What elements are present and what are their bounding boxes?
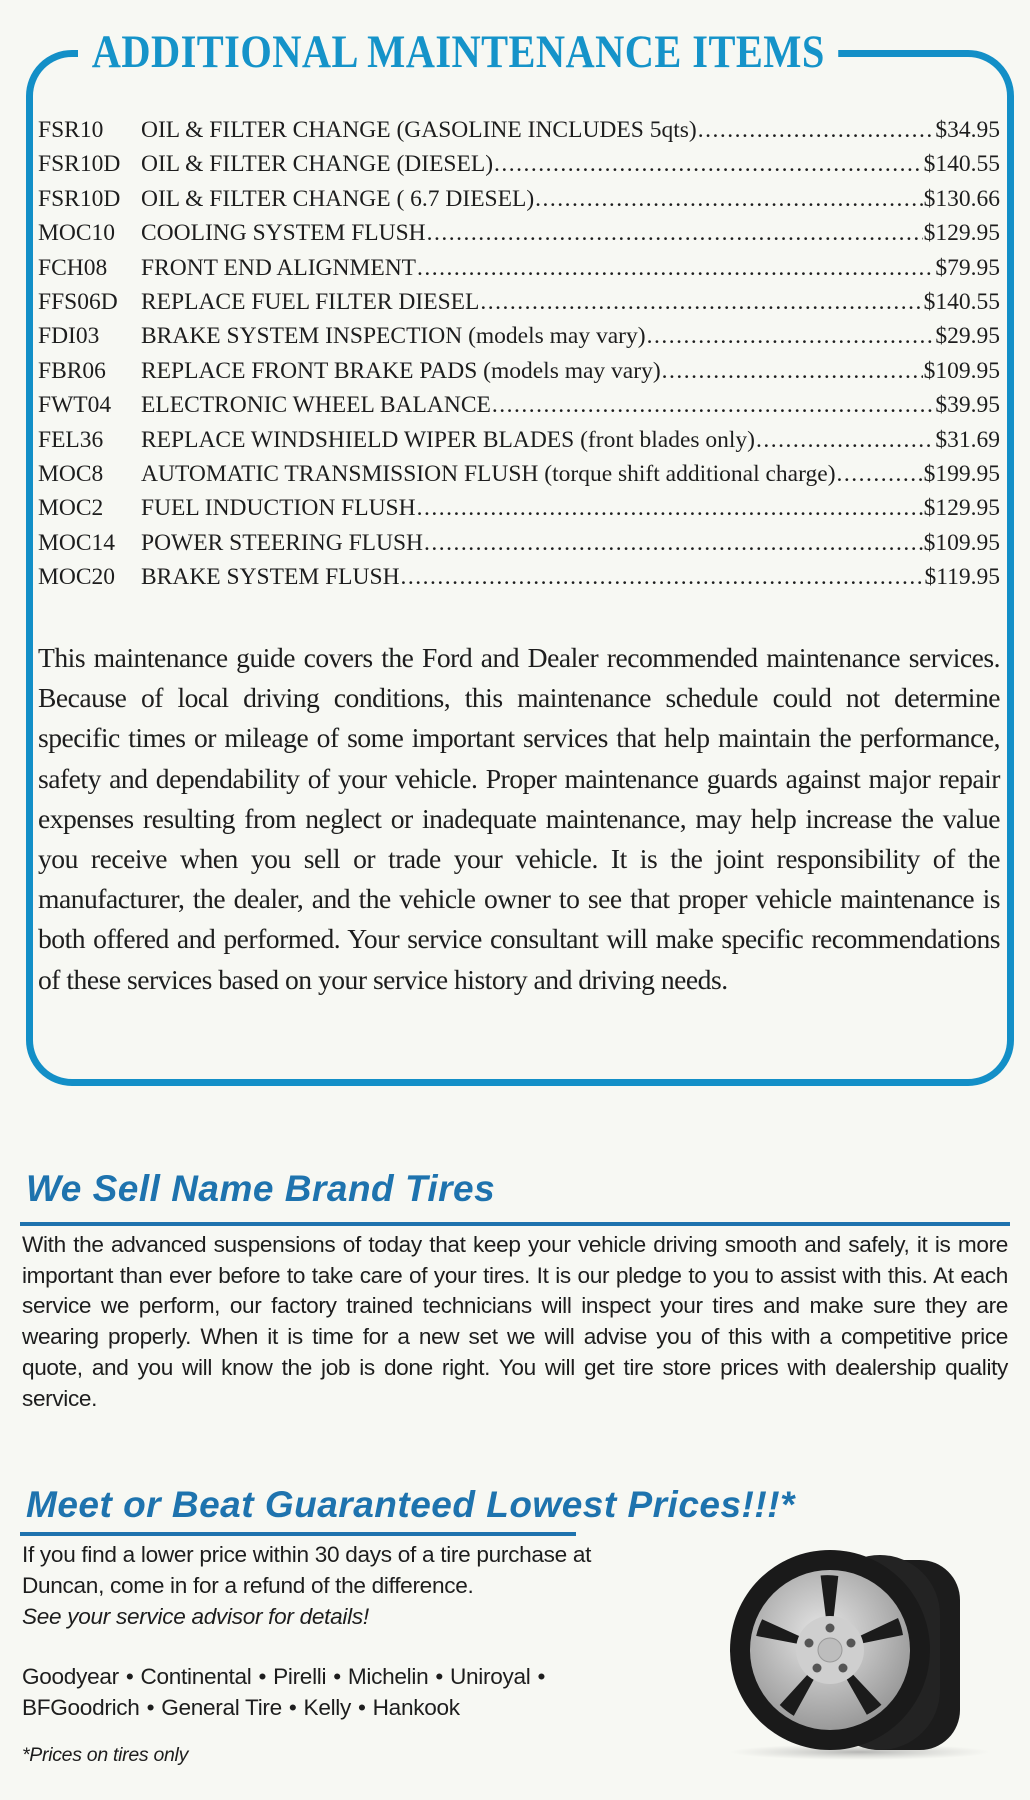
dot-leader (756, 423, 934, 457)
list-item (38, 423, 1000, 457)
list-item (38, 216, 1000, 250)
bullet-icon: • (333, 1664, 341, 1689)
item-code: MOC14 (38, 529, 116, 556)
item-price: $129.95 (923, 495, 1000, 522)
item-code: FSR10 (38, 117, 104, 143)
dot-leader (480, 285, 922, 319)
item-description: COOLING SYSTEM FLUSH (141, 220, 426, 247)
brand-pirelli: Pirelli (273, 1664, 327, 1689)
list-item (38, 285, 1000, 319)
tires-paragraph: With the advanced suspensions of today that keep your vehicle driving smooth and safely, it is more important than ever before to take care of your tires. It is our pledge to you to assist with this. At each service we perform, our factory trained technicians will inspect your tires and make sure they are wearing properly. When it is time for a new set we will advise you of this with a competitive price quote, and you will know the job is done right. You will get tire store prices with dealership quality service. (22, 1232, 1008, 1411)
list-item (38, 182, 1000, 216)
footnote: *Prices on tires only (22, 1744, 189, 1766)
dot-leader (424, 526, 923, 560)
item-price: $109.95 (923, 529, 1000, 556)
dot-leader (698, 113, 935, 147)
brand-general-tire: General Tire (161, 1694, 282, 1720)
maintenance-item-list (38, 113, 1000, 594)
item-code: MOC2 (38, 495, 104, 522)
brand-michelin: Michelin (347, 1664, 429, 1689)
item-price: $34.95 (935, 117, 1000, 143)
maintenance-title: ADDITIONAL MAINTENANCE ITEMS (78, 22, 838, 82)
item-code: FEL36 (38, 426, 104, 453)
tire-icon (720, 1530, 990, 1760)
item-description: OIL & FILTER CHANGE ( 6.7 DIESEL) (141, 185, 535, 212)
list-item (38, 457, 1000, 491)
dot-leader (535, 182, 922, 216)
item-price: $29.95 (935, 323, 1000, 350)
brand-kelly: Kelly (303, 1694, 352, 1720)
tires-heading: We Sell Name Brand Tires (26, 1168, 496, 1209)
guarantee-heading: Meet or Beat Guaranteed Lowest Prices!!!* (26, 1484, 795, 1525)
tires-heading-divider (20, 1222, 1010, 1226)
brand-row (22, 1693, 752, 1724)
brand-hankook: Hankook (372, 1694, 460, 1720)
dot-leader (401, 560, 924, 594)
item-code: MOC8 (38, 460, 104, 487)
item-code: FBR06 (38, 357, 106, 384)
dot-leader (417, 491, 923, 525)
item-description: OIL & FILTER CHANGE (DIESEL) (141, 151, 494, 178)
maintenance-paragraph: This maintenance guide covers the Ford and Dealer recommended maintenance services. Because of local driving conditions, this maintenance schedule could not determine specific times or mileage of some important services that help maintain the performance, safety and dependability of your vehicle. Proper maintenance guards against major repair expenses resulting from neglect or inadequate maintenance, may help increase the value you receive when you sell or trade your vehicle. It is the joint responsibility of the manufacturer, the dealer, and the vehicle owner to see that proper vehicle maintenance is both offered and performed. Your service consultant will make specific recommendations of these services based on your service history and driving needs. (38, 642, 1000, 995)
bullet-icon: • (146, 1694, 155, 1720)
item-code: FDI03 (38, 323, 100, 350)
item-price: $109.95 (923, 357, 1000, 384)
item-description: BRAKE SYSTEM INSPECTION (models may vary) (141, 323, 646, 350)
brand-continental: Continental (140, 1664, 252, 1689)
item-code: FCH08 (38, 254, 108, 281)
guarantee-line: If you find a lower price within 30 days of a tire purchase at (22, 1542, 592, 1567)
item-code: FSR10D (38, 151, 121, 178)
item-price: $199.95 (923, 460, 1000, 487)
guarantee-heading-divider (20, 1532, 576, 1536)
bullet-icon: • (258, 1664, 267, 1689)
bullet-icon: • (537, 1664, 546, 1689)
bullet-icon: • (358, 1694, 366, 1720)
item-description: REPLACE WINDSHIELD WIPER BLADES (front blades only) (141, 426, 755, 453)
dot-leader (837, 457, 923, 491)
item-price: $31.69 (935, 426, 1000, 453)
list-item (38, 319, 1000, 353)
dot-leader (647, 319, 935, 353)
item-price: $130.66 (923, 185, 1000, 212)
item-description: FUEL INDUCTION FLUSH (141, 495, 416, 522)
item-price: $140.55 (923, 288, 1000, 315)
guarantee-text (22, 1540, 752, 1632)
list-item (38, 147, 1000, 181)
list-item (38, 491, 1000, 525)
dot-leader (417, 251, 934, 285)
list-item (38, 388, 1000, 422)
brand-uniroyal: Uniroyal (449, 1664, 531, 1689)
brand-row (22, 1662, 752, 1693)
item-price: $140.55 (923, 151, 1000, 178)
dot-leader (494, 147, 923, 181)
item-description: BRAKE SYSTEM FLUSH (141, 564, 400, 591)
item-code: MOC10 (38, 220, 116, 247)
list-item (38, 113, 1000, 147)
item-description: FRONT END ALIGNMENT (141, 254, 417, 281)
item-description: REPLACE FUEL FILTER DIESEL (141, 288, 480, 315)
item-description: OIL & FILTER CHANGE (GASOLINE INCLUDES 5qts) (141, 117, 697, 143)
list-item (38, 251, 1000, 285)
item-price: $129.95 (923, 220, 1000, 247)
item-code: FFS06D (38, 288, 118, 315)
guarantee-details-note: See your service advisor for details! (22, 1603, 369, 1629)
brand-goodyear: Goodyear (22, 1664, 119, 1689)
item-price: $79.95 (935, 254, 1000, 281)
item-description: POWER STEERING FLUSH (141, 529, 424, 556)
bullet-icon: • (288, 1694, 297, 1720)
item-price: $39.95 (935, 392, 1000, 419)
item-code: FWT04 (38, 392, 112, 419)
guarantee-line: Duncan, come in for a refund of the difference. (22, 1572, 474, 1598)
dot-leader (427, 216, 923, 250)
item-code: FSR10D (38, 185, 121, 212)
list-item (38, 560, 1000, 594)
bullet-icon: • (125, 1664, 134, 1689)
dot-leader (662, 354, 923, 388)
brand-bfgoodrich: BFGoodrich (22, 1694, 140, 1720)
item-description: AUTOMATIC TRANSMISSION FLUSH (torque shift additional charge) (141, 460, 836, 487)
dot-leader (492, 388, 935, 422)
list-item (38, 526, 1000, 560)
tire-brand-list (22, 1662, 752, 1724)
item-description: ELECTRONIC WHEEL BALANCE (141, 392, 491, 419)
item-price: $119.95 (924, 564, 1000, 591)
item-description: REPLACE FRONT BRAKE PADS (models may vary) (141, 357, 661, 384)
bullet-icon: • (435, 1664, 443, 1689)
item-code: MOC20 (38, 564, 116, 591)
list-item (38, 354, 1000, 388)
